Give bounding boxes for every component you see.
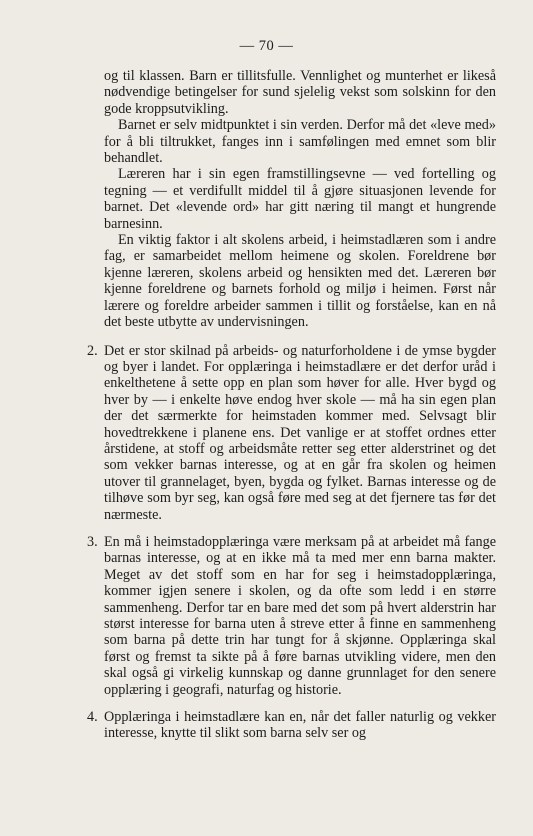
- numbered-list: [87, 342, 496, 742]
- paragraph: Læreren har i sin egen framstillingsevne — ved fortelling og tegning — et verdifullt middel til å gjøre situasjonen levende for barnet. Det «levende ord» har gitt næring til mangt et hungrende barnesinn.: [104, 166, 496, 232]
- page-number: — 70 —: [239, 38, 294, 54]
- body-text: [87, 68, 496, 753]
- list-item: [87, 709, 496, 742]
- paragraph: og til klassen. Barn er tillitsfulle. Vennlighet og munterhet er likeså nødvendige betingelser for sund sjelelig vekst som solskinn for den gode kroppsutvikling.: [104, 68, 496, 117]
- paragraph: En viktig faktor i alt skolens arbeid, i heimstadlæren som i andre fag, er samarbeidet mellom heimene og skolen. Foreldrene bør kjenne læreren, skolens arbeid og hensikten med det. Læreren bør kjenne foreldrene og barnets forhold og miljø i heimen. Først når lærere og foreldre arbeider sammen i tillit og forståelse, kan en nå det beste utbytte av undervisningen.: [104, 232, 496, 331]
- paragraph: Barnet er selv midtpunktet i sin verden. Derfor må det «leve med» for å bli tiltrukket, fanges inn i samfølingen med emnet som blir behandlet.: [104, 117, 496, 167]
- list-item-number: 2.: [87, 342, 98, 359]
- list-item-number: 3.: [87, 533, 98, 550]
- list-item-number: 4.: [87, 709, 98, 726]
- list-item: [87, 342, 496, 523]
- list-item-text: Det er stor skilnad på arbeids- og naturforholdene i de ymse bygder og byer i landet. For opplæringa i heimstadlære er det derfor uråd i enkelthetene å sette opp en plan som høver for alle. Hver bygd og hver by — i enkelte høve endog hver skole — må ha sin egen plan der det særmerkte for heimstaden kommer med. Selvsagt blir hovedtrekkene i planene ens. Det vanlige er at stoffet ordnes etter årstidene, at stoff og arbeidsmåte retter seg etter alderstrinet og det som vekker barnas interesse, og at en går fra skolen og heimen utover til grannelaget, byen, bygda og fylket. Barnas interesse og de tilhøve som byr seg, kan også føre med seg at det fjernere tas før det nærmeste.: [104, 342, 496, 523]
- list-item: [87, 533, 496, 698]
- list-item-text: En må i heimstadopplæringa være merksam på at arbeidet må fange barnas interesse, og at en ikke må ta med mer enn barna makter. Meget av det stoff som en har for seg i heimstadopplæringa, kommer igjen senere i skolen, og da ofte som ledd i en større sammenheng. Derfor tar en bare med det som på hvert alderstrin har størst interesse for barna uten å streve etter å finne en sammenheng som barna på dette trin har tungt for å skjønne. Opplæringa skal først og fremst ta sikte på å føre barnas utvikling videre, men den skal også gi virkelig kunnskap og danne grunnlaget for den senere opplæring i geografi, naturfag og historie.: [104, 533, 496, 698]
- list-item-text: Opplæringa i heimstadlære kan en, når det faller naturlig og vekker interesse, knytte til slikt som barna selv ser og: [104, 709, 496, 742]
